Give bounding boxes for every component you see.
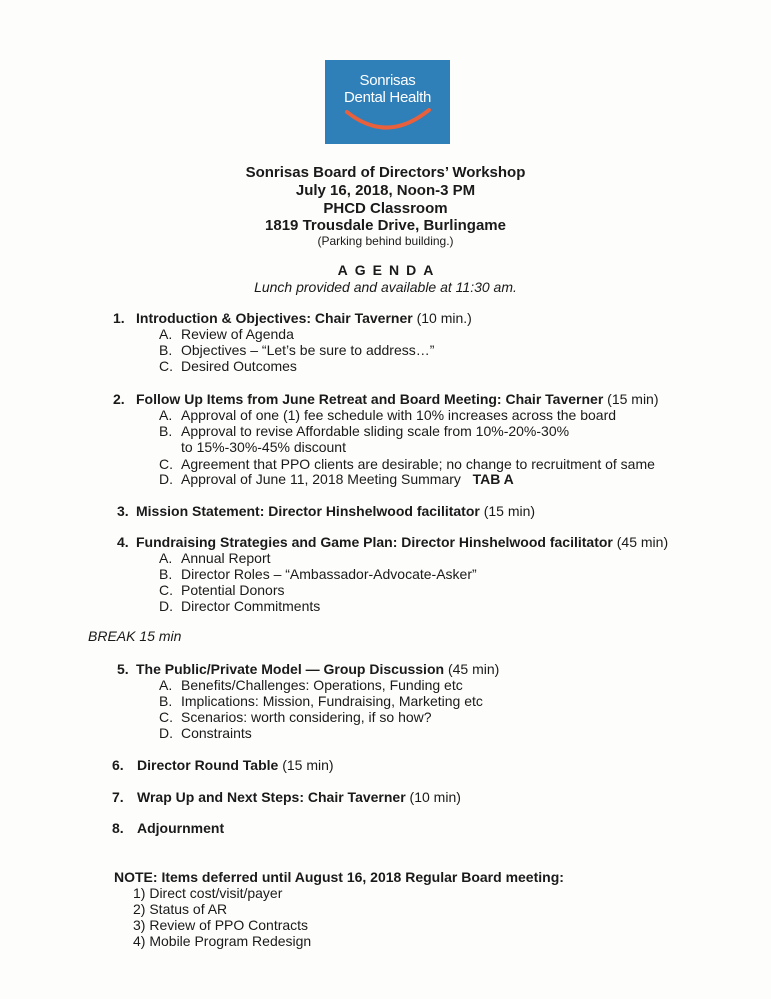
item-number: 2. [113, 391, 125, 407]
item-number: 8. [112, 820, 124, 836]
agenda-item-8: Adjournment [137, 820, 225, 836]
sub-item: B. Objectives – “Let’s be sure to address…” [159, 342, 435, 358]
deferred-item: 3) Review of PPO Contracts [133, 917, 309, 933]
sub-item: A. Annual Report [159, 550, 271, 566]
sonrisas-logo [325, 60, 450, 144]
sub-item: C. Scenarios: worth considering, if so how? [159, 709, 432, 725]
item-number: 5. [117, 661, 129, 677]
deferred-item: 1) Direct cost/visit/payer [133, 885, 283, 901]
item-number: 6. [112, 757, 124, 773]
agenda-heading: AGENDA [337, 262, 441, 278]
lunch-note: Lunch provided and available at 11:30 am. [254, 279, 517, 295]
sub-item: B. Director Roles – “Ambassador-Advocate-Asker” [159, 566, 477, 582]
sub-item: C. Agreement that PPO clients are desirable; no change to recruitment of same [159, 456, 655, 472]
deferred-item: 2) Status of AR [133, 901, 228, 917]
sub-item: D. Director Commitments [159, 598, 321, 614]
item-number: 3. [117, 503, 129, 519]
sub-item: D. Approval of June 11, 2018 Meeting Summary TAB A [159, 471, 514, 487]
sub-item: C. Desired Outcomes [159, 358, 297, 374]
workshop-address: 1819 Trousdale Drive, Burlingame [265, 217, 506, 234]
sub-item-continuation: to 15%-30%-45% discount [181, 439, 346, 455]
workshop-title: Sonrisas Board of Directors’ Workshop [245, 164, 526, 181]
workshop-date: July 16, 2018, Noon-3 PM [295, 182, 476, 199]
break-label: BREAK 15 min [88, 628, 182, 644]
deferred-note-title: NOTE: Items deferred until August 16, 2018 Regular Board meeting: [114, 869, 564, 885]
parking-note: (Parking behind building.) [317, 234, 454, 248]
tab-a-label: TAB A [472, 471, 514, 487]
deferred-item: 4) Mobile Program Redesign [133, 933, 312, 949]
agenda-item-3: Mission Statement: Director Hinshelwood facilitator (15 min) [136, 503, 536, 519]
sub-item: A. Benefits/Challenges: Operations, Funding etc [159, 677, 463, 693]
item-number: 4. [117, 534, 129, 550]
item-number: 7. [112, 789, 124, 805]
logo-line-2: Dental Health [344, 89, 431, 106]
sub-item: B. Approval to revise Affordable sliding scale from 10%-20%-30% [159, 423, 570, 439]
agenda-item-4: Fundraising Strategies and Game Plan: Director Hinshelwood facilitator (45 min) [136, 534, 669, 550]
sub-item: D. Constraints [159, 725, 252, 741]
item-number: 1. [113, 310, 125, 326]
workshop-location: PHCD Classroom [323, 200, 448, 217]
sub-item: B. Implications: Mission, Fundraising, Marketing etc [159, 693, 483, 709]
agenda-item-2: Follow Up Items from June Retreat and Board Meeting: Chair Taverner (15 min) [136, 391, 659, 407]
logo-line-1: Sonrisas [359, 72, 416, 89]
sub-item: C. Potential Donors [159, 582, 285, 598]
agenda-item-5: The Public/Private Model — Group Discussion (45 min) [136, 661, 500, 677]
agenda-item-6: Director Round Table (15 min) [137, 757, 334, 773]
smile-icon [325, 60, 450, 144]
sub-item: A. Review of Agenda [159, 326, 294, 342]
sub-item: A. Approval of one (1) fee schedule with 10% increases across the board [159, 407, 617, 423]
agenda-item-7: Wrap Up and Next Steps: Chair Taverner (10 min) [137, 789, 461, 805]
agenda-item-1: Introduction & Objectives: Chair Taverner (10 min.) [136, 310, 472, 326]
